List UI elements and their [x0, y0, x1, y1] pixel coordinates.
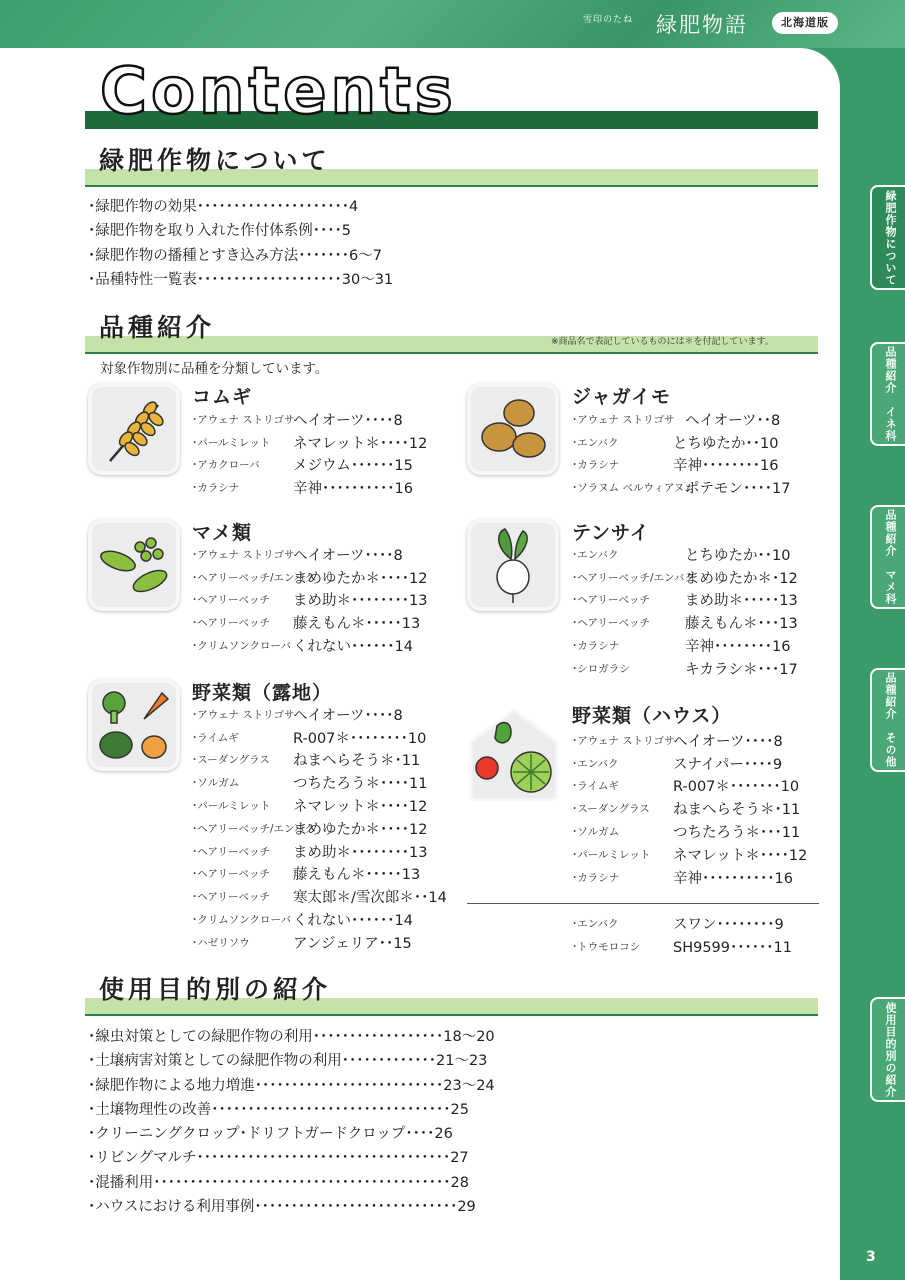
crop-name: ･パールミレット	[572, 848, 651, 861]
crop-name: ･カラシナ	[572, 871, 620, 884]
crop-name: ･トウモロコシ	[572, 940, 641, 953]
sugar-beet-icon	[467, 519, 559, 611]
variety-list	[572, 543, 798, 680]
category-title: コムギ	[192, 386, 253, 408]
list-item[interactable]: ･緑肥作物の播種とすき込み方法･･･････6～7	[88, 247, 382, 264]
variety-entry[interactable]: ネマレット＊････12	[673, 847, 808, 864]
crop-name: ･ソルガム	[192, 777, 240, 790]
crop-name: ･エンバク	[572, 548, 619, 561]
variety-list	[192, 543, 427, 657]
list-item[interactable]: ･クリーニングクロップ･ドリフトガードクロップ････26	[88, 1126, 453, 1143]
variety-entry[interactable]: アンジェリア･･15	[293, 935, 412, 952]
crop-name: ･ヘアリーベッチ/エンバク	[192, 822, 315, 835]
variety-entry[interactable]: まめゆたか＊････12	[293, 821, 428, 838]
heading-text: 緑肥作物について	[99, 146, 331, 175]
variety-entry[interactable]: 辛神･･････････16	[293, 481, 413, 498]
tab-legume[interactable]: 品種紹介 マメ科	[870, 505, 905, 609]
crop-name: ･エンバク	[572, 917, 619, 930]
variety-entry[interactable]: まめゆたか＊････12	[293, 570, 428, 587]
brand-label: 雪印のたね	[583, 15, 634, 25]
variety-entry[interactable]: キカラシ＊･･･17	[685, 661, 798, 678]
section-varieties-heading	[85, 308, 818, 354]
variety-entry[interactable]: ヘイオーツ････8	[293, 547, 403, 564]
crop-name: ･ハゼリソウ	[192, 936, 250, 949]
crop-name: ･ヘアリーベッチ	[192, 594, 271, 607]
variety-list	[192, 703, 447, 954]
variety-entry[interactable]: スナイパー････9	[673, 756, 783, 773]
crop-name: ･アウェナ ストリゴサ	[192, 548, 295, 561]
variety-entry[interactable]: くれない･･････14	[293, 639, 413, 656]
variety-entry[interactable]: くれない･･････14	[293, 913, 413, 930]
crop-name: ･アウェナ ストリゴサ	[572, 413, 675, 426]
category-title: 野菜類（ハウス）	[572, 705, 732, 727]
other-variety-list	[572, 912, 792, 958]
variety-entry[interactable]: ヘイオーツ････8	[293, 412, 403, 429]
crop-name: ･パールミレット	[192, 800, 271, 813]
page-number: 3	[866, 1249, 876, 1265]
variety-entry[interactable]: R-007＊････････10	[293, 730, 427, 747]
variety-entry[interactable]: ねまへらそう＊･11	[293, 753, 421, 770]
list-item[interactable]: ･土壌病害対策としての緑肥作物の利用･････････････21～23	[88, 1053, 488, 1070]
crop-name: ･アウェナ ストリゴサ	[192, 413, 295, 426]
variety-entry[interactable]: ネマレット＊････12	[293, 435, 428, 452]
tab-about[interactable]: 緑肥作物について	[870, 185, 905, 290]
list-item[interactable]: ･土壌物理性の改善･････････････････････････････････25	[88, 1101, 469, 1118]
variety-list	[572, 729, 807, 889]
divider	[467, 903, 819, 904]
variety-entry[interactable]: まめ助＊････････13	[293, 844, 428, 861]
list-item[interactable]: ･品種特性一覧表････････････････････30～31	[88, 271, 394, 288]
variety-entry[interactable]: 寒太郎＊/雪次郎＊･･14	[293, 890, 447, 907]
variety-entry[interactable]: スワン････････9	[673, 916, 784, 933]
crop-name: ･アカクローバ	[192, 459, 260, 472]
variety-entry[interactable]: ねまへらそう＊･11	[673, 802, 801, 819]
greenhouse-vegetables-icon	[467, 706, 561, 802]
list-item[interactable]: ･混播利用･････････････････････････････････････････28	[88, 1174, 469, 1191]
crop-name: ･ヘアリーベッチ/エンバク	[192, 571, 315, 584]
variety-entry[interactable]: 辛神････････16	[685, 639, 791, 656]
list-item[interactable]: ･緑肥作物による地力増進･･････････････････････････23～24	[88, 1077, 495, 1094]
crop-name: ･クリムソンクローバ	[192, 640, 292, 653]
header-title: 緑肥物語	[656, 13, 748, 37]
section-intro: 対象作物別に品種を分類しています。	[100, 361, 329, 377]
heading-text: 使用目的別の紹介	[99, 975, 332, 1004]
header-band	[0, 0, 905, 48]
list-item[interactable]: ･緑肥作物の効果･････････････････････4	[88, 199, 359, 215]
wheat-icon	[88, 383, 180, 475]
section-purpose-heading	[85, 970, 818, 1016]
crop-name: ･ヘアリーベッチ	[192, 617, 271, 630]
crop-name: ･カラシナ	[192, 482, 240, 495]
crop-name: ･カラシナ	[572, 459, 620, 472]
variety-entry[interactable]: ヘイオーツ･･8	[685, 412, 781, 429]
crop-name: ･パールミレット	[192, 436, 271, 449]
section-about-heading	[85, 141, 818, 187]
variety-entry[interactable]: まめ助＊･････13	[685, 593, 798, 610]
crop-name: ･ライムギ	[192, 731, 239, 744]
crop-name: ･ソルガム	[572, 826, 620, 839]
category-title: マメ類	[192, 522, 253, 544]
crop-name: ･エンバク	[572, 757, 619, 770]
variety-entry[interactable]: R-007＊･･･････10	[673, 779, 800, 796]
vegetables-icon	[88, 679, 180, 771]
variety-entry[interactable]: 辛神････････16	[673, 458, 779, 475]
variety-list	[572, 408, 790, 499]
region-badge: 北海道版	[772, 12, 838, 34]
variety-entry[interactable]: ヘイオーツ････8	[673, 733, 783, 750]
variety-entry[interactable]: まめ助＊････････13	[293, 593, 428, 610]
variety-entry[interactable]: とちゆたか･･10	[685, 547, 791, 564]
variety-entry[interactable]: まめゆたか＊･12	[685, 570, 798, 587]
potato-icon	[467, 383, 559, 475]
crop-name: ･ヘアリーベッチ	[572, 594, 651, 607]
category-title: ジャガイモ	[572, 386, 672, 408]
crop-name: ･ヘアリーベッチ/エンバク	[572, 571, 695, 584]
variety-entry[interactable]: メジウム･･････15	[293, 458, 413, 475]
page-title: Contents	[100, 55, 457, 129]
variety-entry[interactable]: ネマレット＊････12	[293, 799, 428, 816]
about-list	[88, 195, 393, 292]
tab-purpose[interactable]: 使用目的別の紹介	[870, 997, 905, 1102]
variety-entry[interactable]: ヘイオーツ････8	[293, 707, 403, 724]
crop-name: ･シロガラシ	[572, 662, 630, 675]
tab-grass[interactable]: 品種紹介 イネ科	[870, 342, 905, 446]
variety-entry[interactable]: つちたろう＊･･･11	[673, 825, 801, 842]
variety-entry[interactable]: 辛神･･････････16	[673, 870, 793, 887]
crop-name: ･アウェナ ストリゴサ	[572, 734, 675, 747]
category-title: 野菜類（露地）	[192, 682, 333, 704]
crop-name: ･クリムソンクローバ	[192, 914, 292, 927]
crop-name: ･エンバク	[572, 436, 619, 449]
crop-name: ･スーダングラス	[572, 803, 650, 816]
category-title: テンサイ	[572, 522, 650, 544]
crop-name: ･カラシナ	[572, 640, 620, 653]
variety-entry[interactable]: 藤えもん＊･････13	[293, 616, 421, 633]
crop-name: ･ソラヌム ベルウィアヌム	[572, 482, 695, 495]
variety-entry[interactable]: とちゆたか･･10	[673, 435, 779, 452]
list-item[interactable]: ･リビングマルチ･･･････････････････････････････････27	[88, 1150, 469, 1167]
variety-entry[interactable]: つちたろう＊････11	[293, 776, 428, 793]
crop-name: ･スーダングラス	[192, 754, 270, 767]
list-item[interactable]: ･ハウスにおける利用事例････････････････････････････29	[88, 1199, 476, 1216]
beans-icon	[88, 519, 180, 611]
crop-name: ･アウェナ ストリゴサ	[192, 708, 295, 721]
crop-name: ･ヘアリーベッチ	[192, 891, 271, 904]
variety-entry[interactable]: SH9599･･････11	[673, 939, 792, 956]
variety-entry[interactable]: ポテモン････17	[685, 481, 791, 498]
crop-name: ･ヘアリーベッチ	[192, 845, 271, 858]
trademark-note: ※商品名で表記しているものには＊を付記しています。	[551, 337, 774, 347]
crop-name: ･ライムギ	[572, 780, 619, 793]
heading-text: 品種紹介	[99, 313, 216, 342]
crop-name: ･ヘアリーベッチ	[572, 617, 651, 630]
variety-entry[interactable]: 藤えもん＊･････13	[293, 867, 421, 884]
variety-entry[interactable]: 藤えもん＊･･･13	[685, 616, 798, 633]
variety-list	[192, 408, 427, 499]
list-item[interactable]: ･線虫対策としての緑肥作物の利用･･････････････････18～20	[88, 1029, 495, 1045]
list-item[interactable]: ･緑肥作物を取り入れた作付体系例････5	[88, 223, 351, 240]
tab-other[interactable]: 品種紹介 その他	[870, 668, 905, 772]
purpose-list	[88, 1025, 495, 1219]
crop-name: ･ヘアリーベッチ	[192, 868, 271, 881]
